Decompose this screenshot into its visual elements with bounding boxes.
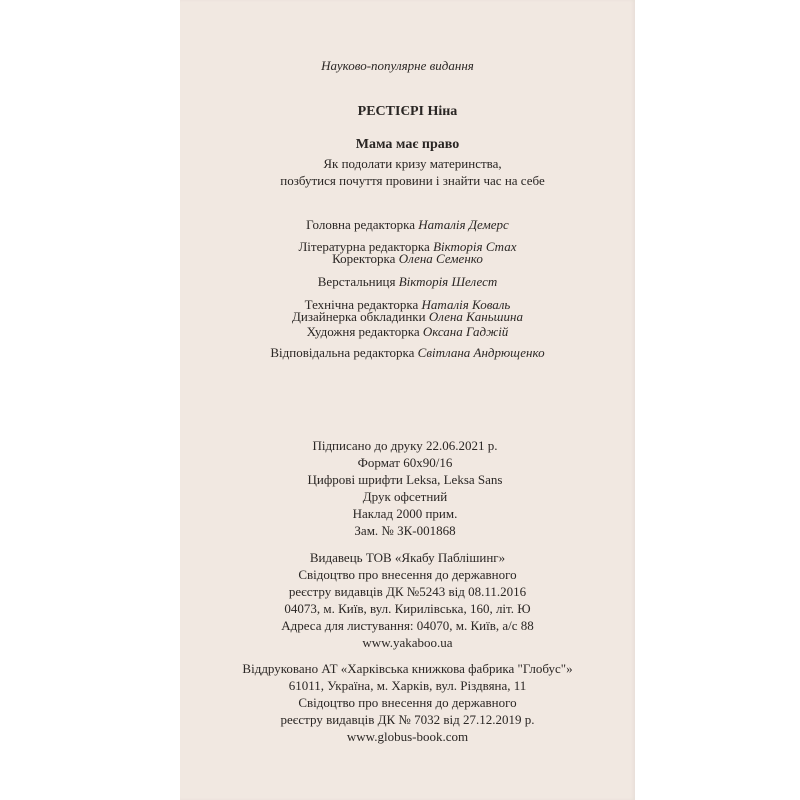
staff-role: Дизайнерка обкладинки	[292, 309, 426, 324]
staff-role: Головна редакторка	[306, 217, 416, 232]
print-info-line: Цифрові шрифти Leksa, Leksa Sans	[307, 472, 503, 487]
printer-website: www.globus-book.com	[346, 729, 469, 744]
printer-line: Віддруковано АТ «Харківська книжкова фабрика "Глобус"»	[242, 661, 573, 676]
staff-role: Літературна редакторка	[298, 239, 430, 254]
staff-role: Художня редакторка	[306, 324, 420, 339]
staff-name: Олена Каньшина	[428, 309, 523, 324]
print-info-line: Зам. № ЗК-001868	[354, 523, 456, 538]
staff-role: Коректорка	[332, 251, 396, 266]
printer-line: 61011, Україна, м. Харків, вул. Різдвяна, 11	[288, 678, 527, 693]
print-info-line: Друк офсетний	[362, 489, 448, 504]
subtitle-line-1: Як подолати кризу материнства,	[323, 156, 502, 171]
publisher-website: www.yakaboo.ua	[362, 635, 453, 650]
printer-line: реєстру видавців ДК № 7032 від 27.12.2019 р.	[280, 712, 535, 727]
author-name: РЕСТІЄРІ Ніна	[357, 104, 458, 119]
staff-name: Олена Семенко	[398, 251, 483, 266]
publisher-line: реєстру видавців ДК №5243 від 08.11.2016	[288, 584, 527, 599]
staff-role: Технічна редакторка	[304, 297, 419, 312]
staff-line	[180, 309, 635, 325]
staff-role: Верстальниця	[317, 274, 396, 289]
staff-name: Оксана Гаджій	[422, 324, 509, 339]
publisher-line: Адреса для листування: 04070, м. Київ, а/с 88	[281, 618, 534, 633]
publisher-line: Свідоцтво про внесення до державного	[298, 567, 517, 582]
staff-name: Вікторія Стах	[433, 239, 517, 254]
printer-line: Свідоцтво про внесення до державного	[298, 695, 517, 710]
subtitle-line-2: позбутися почуття провини і знайти час на себе	[280, 173, 545, 188]
staff-name: Наталія Коваль	[421, 297, 511, 312]
staff-name: Вікторія Шелест	[398, 274, 498, 289]
staff-name: Наталія Демерс	[418, 217, 509, 232]
print-info-line: Наклад 2000 прим.	[352, 506, 458, 521]
staff-role: Відповідальна редакторка	[270, 345, 415, 360]
book-page	[180, 0, 635, 800]
book-title: Мама має право	[355, 137, 460, 152]
staff-line	[180, 251, 635, 267]
staff-line	[180, 217, 635, 233]
print-info-line: Формат 60х90/16	[357, 455, 453, 470]
staff-line	[180, 324, 635, 340]
staff-name: Світлана Андрющенко	[417, 345, 545, 360]
print-info-line: Підписано до друку 22.06.2021 р.	[312, 438, 498, 453]
publisher-line: Видавець ТОВ «Якабу Паблішинг»	[309, 550, 506, 565]
edition-type: Науково-популярне видання	[321, 58, 474, 73]
staff-line	[180, 345, 635, 361]
publisher-line: 04073, м. Київ, вул. Кирилівська, 160, літ. Ю	[284, 601, 531, 616]
staff-line	[180, 274, 635, 290]
